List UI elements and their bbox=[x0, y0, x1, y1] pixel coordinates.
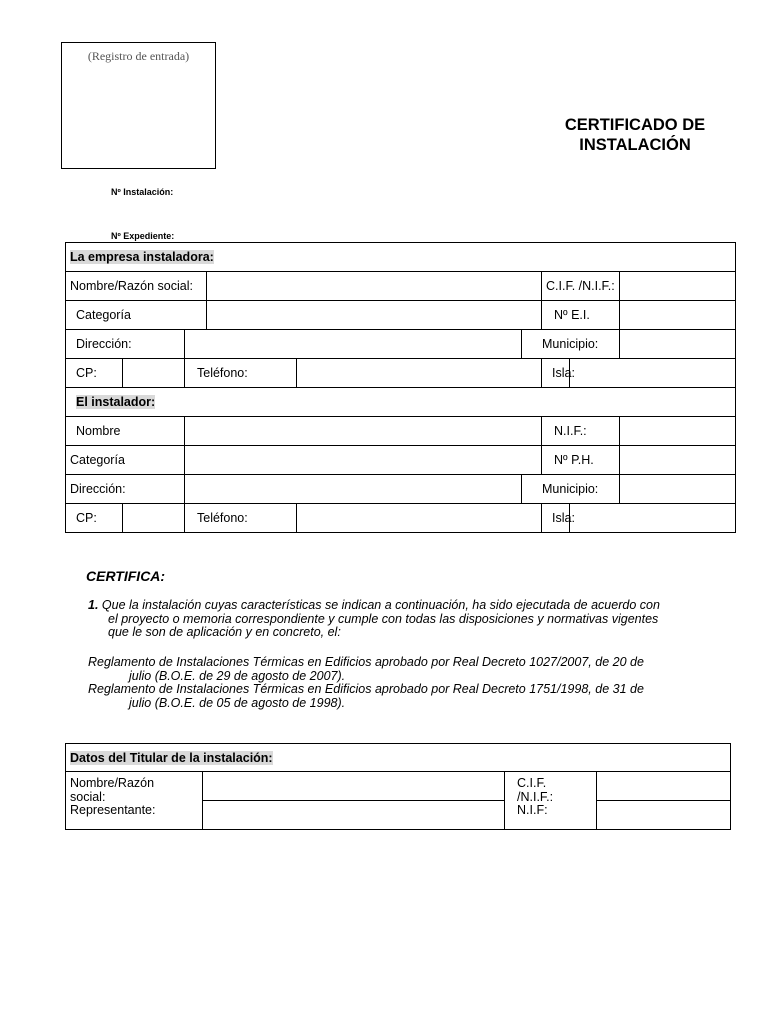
titular-cif-cell bbox=[505, 772, 597, 830]
empresa-cif-input[interactable] bbox=[620, 272, 736, 301]
empresa-isla-input[interactable] bbox=[570, 359, 736, 388]
empresa-ne-input[interactable] bbox=[620, 301, 736, 330]
n-instalacion-label: Nº Instalación: bbox=[111, 187, 174, 197]
item-number: 1. bbox=[88, 598, 99, 612]
titular-representante-nif-input[interactable] bbox=[597, 801, 731, 830]
certifica-item-1 bbox=[88, 599, 660, 640]
empresa-direccion-input[interactable] bbox=[185, 330, 522, 359]
datos-instalacion-table bbox=[65, 242, 736, 533]
empresa-cif-label: C.I.F. /N.I.F.: bbox=[542, 272, 620, 301]
instalador-nombre-input[interactable] bbox=[185, 417, 542, 446]
titular-cif-input[interactable] bbox=[597, 772, 731, 801]
empresa-nombre-label: Nombre/Razón social: bbox=[66, 272, 207, 301]
certifica-item-line-1: 1. Que la instalación cuyas características se indican a continuación, ha sido ejecutada de acuerdo con bbox=[88, 598, 660, 612]
empresa-telefono-input[interactable] bbox=[297, 359, 542, 388]
certifica-heading: CERTIFICA: bbox=[86, 568, 166, 584]
empresa-telefono-label: Teléfono: bbox=[185, 359, 297, 388]
instalador-categoria-label: Categoría bbox=[66, 446, 185, 475]
instalador-nombre-label: Nombre bbox=[66, 417, 185, 446]
titular-table bbox=[65, 743, 731, 830]
titular-representante-label: Representante: bbox=[70, 803, 156, 817]
empresa-nombre-input[interactable] bbox=[207, 272, 542, 301]
titular-labels-cell bbox=[66, 772, 203, 830]
instalador-cp-label: CP: bbox=[66, 504, 123, 533]
instalador-municipio-input[interactable] bbox=[620, 475, 736, 504]
reglamento-1-line-1: Reglamento de Instalaciones Térmicas en Edificios aprobado por Real Decreto 1027/2007, de 20 de bbox=[88, 655, 644, 669]
titular-nombre-line-1: Nombre/Razón bbox=[70, 776, 155, 790]
instalador-municipio-label: Municipio: bbox=[522, 475, 620, 504]
titular-representante-input[interactable] bbox=[203, 801, 505, 830]
instalador-cp-input[interactable] bbox=[123, 504, 185, 533]
empresa-cp-input[interactable] bbox=[123, 359, 185, 388]
empresa-direccion-label: Dirección: bbox=[66, 330, 185, 359]
title-line-1: CERTIFICADO DE bbox=[564, 116, 706, 134]
titular-nif-line: N.I.F: bbox=[517, 803, 548, 817]
instalador-categoria-input[interactable] bbox=[185, 446, 542, 475]
instalador-isla-input[interactable] bbox=[570, 504, 736, 533]
instalador-nif-input[interactable] bbox=[620, 417, 736, 446]
instalador-section-header: El instalador: bbox=[66, 388, 736, 417]
instalador-nph-input[interactable] bbox=[620, 446, 736, 475]
registro-entrada-label: (Registro de entrada) bbox=[87, 49, 190, 63]
certifica-item-line-2: el proyecto o memoria correspondiente y cumple con todas las disposiciones y normativas vigentes bbox=[108, 611, 659, 626]
titular-cif-line-2: /N.I.F.: bbox=[517, 789, 554, 804]
reglamento-1-line-2: julio (B.O.E. de 29 de agosto de 2007). bbox=[129, 668, 346, 683]
instalador-telefono-label: Teléfono: bbox=[185, 504, 297, 533]
empresa-ne-label: Nº E.I. bbox=[542, 301, 620, 330]
registro-entrada-box bbox=[61, 42, 216, 169]
empresa-categoria-label: Categoría bbox=[66, 301, 207, 330]
instalador-telefono-input[interactable] bbox=[297, 504, 542, 533]
titular-section-header: Datos del Titular de la instalación: bbox=[66, 744, 731, 772]
n-expediente-label: Nº Expediente: bbox=[111, 231, 175, 241]
titular-nombre-input[interactable] bbox=[203, 772, 505, 801]
empresa-cp-label: CP: bbox=[66, 359, 123, 388]
titular-nombre-line-2: social: bbox=[70, 789, 106, 804]
instalador-direccion-input[interactable] bbox=[185, 475, 522, 504]
instalador-nif-label: N.I.F.: bbox=[542, 417, 620, 446]
empresa-section-header: La empresa instaladora: bbox=[66, 243, 736, 272]
empresa-categoria-input[interactable] bbox=[207, 301, 542, 330]
empresa-municipio-input[interactable] bbox=[620, 330, 736, 359]
instalador-nph-label: Nº P.H. bbox=[542, 446, 620, 475]
empresa-municipio-label: Municipio: bbox=[522, 330, 620, 359]
reglamento-2-line-1: Reglamento de Instalaciones Térmicas en Edificios aprobado por Real Decreto 1751/1998, de 31 de bbox=[88, 682, 644, 696]
titular-cif-line-1: C.I.F. bbox=[517, 776, 547, 790]
title-line-2: INSTALACIÓN bbox=[579, 136, 691, 154]
certifica-item-line-3: que le son de aplicación y en concreto, el: bbox=[108, 625, 341, 639]
reglamento-2-line-2: julio (B.O.E. de 05 de agosto de 1998). bbox=[129, 695, 346, 710]
instalador-direccion-label: Dirección: bbox=[66, 475, 185, 504]
document-title bbox=[540, 115, 730, 155]
instalador-isla-label: Isla: bbox=[542, 504, 570, 533]
empresa-isla-label: Isla: bbox=[542, 359, 570, 388]
reglamento-list bbox=[88, 656, 644, 710]
